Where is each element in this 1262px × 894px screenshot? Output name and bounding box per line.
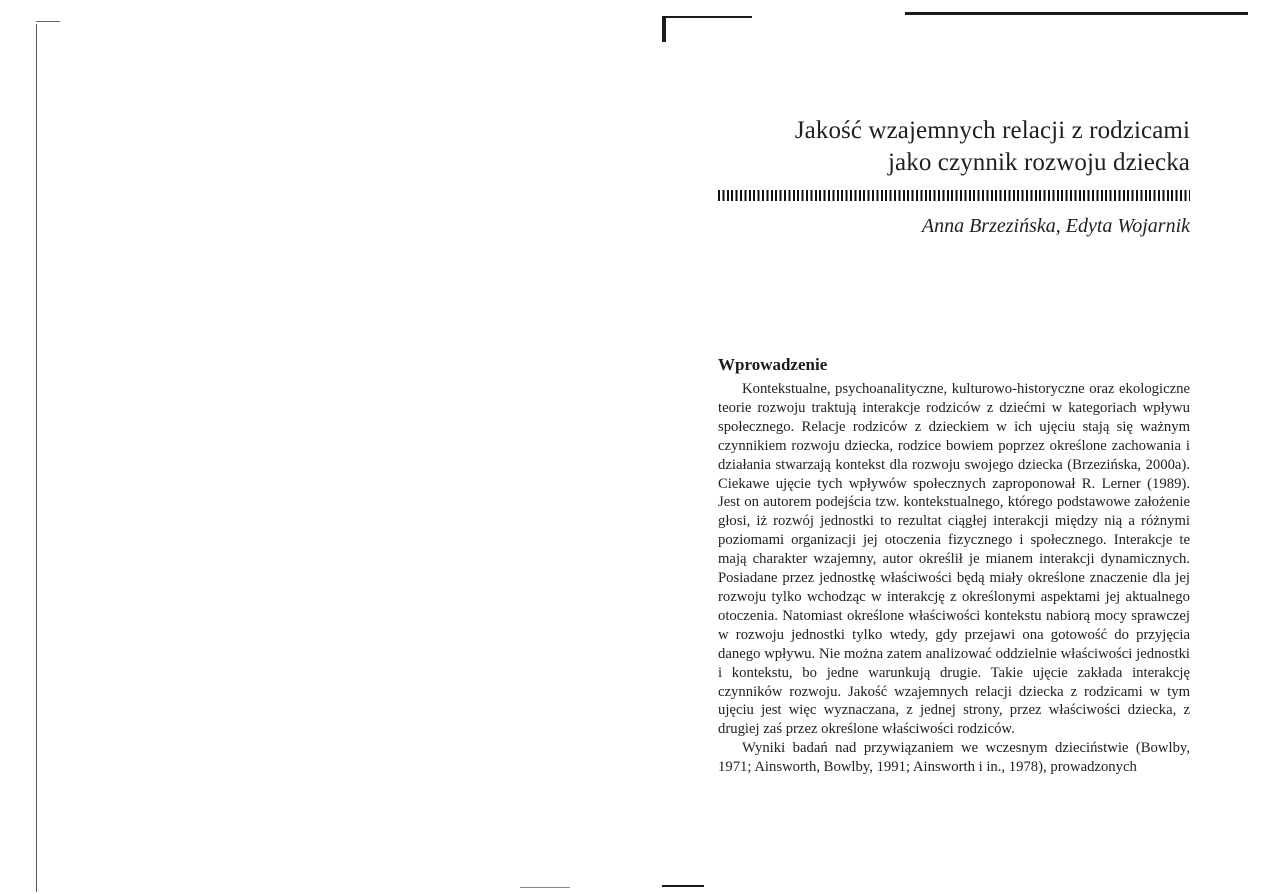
article-title [795, 115, 1190, 179]
scan-edge-left-corner [36, 21, 60, 22]
paragraph: Kontekstualne, psychoanalityczne, kulturowo-historyczne oraz ekologiczne teorie rozwoju traktują interakcje rodziców z dziećmi w kategoriach wpływu społecznego. Relacje rodziców z dzieckiem w ich ujęciu stają się ważnym czynnikiem rozwoju dziecka, rodzice bowiem poprzez określone zachowania i działania stwarzają kontekst dla rozwoju swojego dziecka (Brzezińska, 2000a). Ciekawe ujęcie tych wpływów społecznych zaproponował R. Lerner (1989). Jest on autorem podejścia tzw. kontekstualnego, którego podstawowe założenie głosi, iż rozwój jednostki to rezultat ciągłej interakcji między nią a różnymi poziomami organizacji jej otoczenia fizycznego i społecznego. Interakcje te mają charakter wzajemny, autor określił je mianem interakcji dynamicznych. Posiadane przez jednostkę właściwości będą miały określone znaczenie dla jej rozwoju tylko wchodząc w interakcję z określonymi aspektami jej aktualnego otoczenia. Natomiast określone właściwości kontekstu nabiorą mocy sprawczej w rozwoju jednostki tylko wtedy, gdy przejawi ona gotowość do przyjęcia danego wpływu. Nie można zatem analizować oddzielnie właściwości jednostki i kontekstu, bo jedne warunkują drugie. Takie ujęcie zakłada interakcję czynników rozwoju. Jakość wzajemnych relacji dziecka z rodzicami w tym ujęciu jest więc wyznaczana, z jednej strony, przez właściwości dziecka, z drugiej zaś przez określone właściwości rodziców. [718, 381, 1190, 738]
scan-rule-bottom-center [662, 885, 704, 887]
article-authors: Anna Brzezińska, Edyta Wojarnik [921, 215, 1190, 237]
scan-edge-left [36, 24, 37, 892]
paragraph: Wyniki badań nad przywiązaniem we wczesnym dzieciństwie (Bowlby, 1971; Ainsworth, Bowlby, 1991; Ainsworth i in., 1978), prowadzonych [718, 740, 1190, 776]
scan-rule-bottom-left [520, 887, 570, 888]
article-body [718, 380, 1190, 777]
article-title-line-2: jako czynnik rozwoju dziecka [888, 149, 1190, 176]
scan-mark-top-center [662, 16, 666, 42]
article-title-line-1: Jakość wzajemnych relacji z rodzicami [794, 117, 1190, 144]
right-page [718, 0, 1190, 894]
title-ornamental-rule [718, 190, 1190, 201]
section-heading: Wprowadzenie [718, 355, 828, 375]
